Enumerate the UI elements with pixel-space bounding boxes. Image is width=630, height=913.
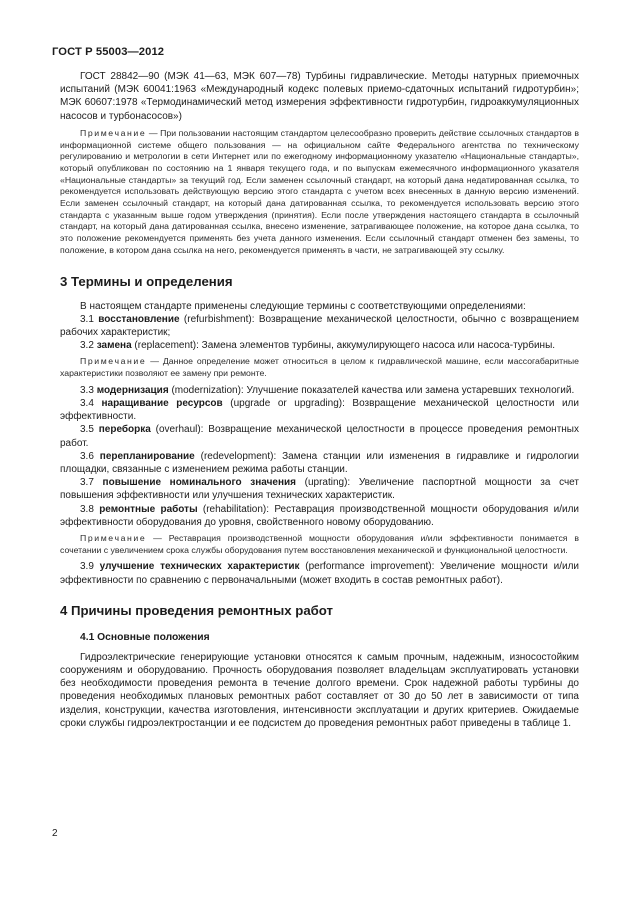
term-3-4 (60, 397, 579, 423)
term-definition: (rehabilitation): Реставрация производственной мощности оборудования и/или эффективности оборудования до уровня, свойственного новому оборудованию. (60, 503, 579, 528)
term-definition: (upgrade or upgrading): Возвращение механической целостности или эффективности. (60, 397, 579, 423)
term-3-6 (60, 450, 579, 476)
term-name: наращивание ресурсов (101, 397, 223, 409)
term-3-2 (60, 339, 579, 352)
term-definition: (redevelopment): Замена станции или изменения в гидравлике и гидрологии площадки, связанные с изменением режима работы станции. (60, 450, 579, 475)
standard-code-header: ГОСТ Р 55003—2012 (52, 46, 165, 58)
term-name: модернизация (96, 384, 169, 396)
term-number: 3.7 (80, 477, 103, 489)
note-text: — Данное определение может относиться в целом к гидравлической машине, если массогабаритные характеристики позволяют ее замену при ремонте. (60, 356, 579, 379)
term-3-8 (60, 503, 579, 529)
term-name: восстановление (98, 313, 180, 325)
term-name: переборка (98, 424, 151, 436)
term-3-3 (60, 384, 579, 397)
term-definition: (refurbishment): Возвращение механической целостности, обычно с возвращением рабочих характеристик; (60, 313, 579, 338)
note-label: Примечание (80, 356, 147, 367)
term-name: перепланирование (99, 450, 195, 462)
term-name: ремонтные работы (99, 503, 198, 515)
term-number: 3.9 (80, 561, 100, 573)
term-number: 3.8 (80, 503, 100, 515)
term-3-5 (60, 423, 579, 449)
references-note (60, 128, 579, 257)
term-number: 3.1 (80, 313, 99, 325)
term-3-7 (60, 476, 579, 502)
term-number: 3.2 (80, 340, 97, 352)
term-definition: (uprating): Увеличение паспортной мощности за счет повышения эффективности или улучшения технических характеристик. (60, 477, 579, 502)
note-text: — Реставрация производственной мощности оборудования и/или эффективности понимается в сочетании с увеличением срока службы оборудования путем восстановления механической и функциональной целостности. (60, 533, 579, 555)
term-definition: (overhaul): Возвращение механической целостности в процессе проведения ремонтных работ. (60, 424, 579, 449)
term-3-9 (60, 560, 579, 586)
note-label: Примечание (80, 533, 147, 543)
section-4-title: 4 Причины проведения ремонтных работ (60, 602, 333, 618)
term-definition: (replacement): Замена элементов турбины, аккумулирующего насоса или насоса-турбины. (131, 340, 556, 352)
note-text: — При пользовании настоящим стандартом целесообразно проверить действие ссылочных стандартов в информационной системе общего пользования — на официальном сайте Федерального агентства по техническому регулированию и метрологии в сети Интернет или по ежегодному информационному указателю «Национальные стандарты», который опубликован по состоянию на 1 января текущего года, и по выпускам ежемесячного информационного указателя «Национальные стандарты» за текущий год. Если заменен ссылочный стандарт, на который дана недатированная ссылка, то рекомендуется использовать действующую версию этого стандарта с учетом всех внесенных в данную версию изменений. Если заменен ссылочный стандарт, на который дана датированная ссылка, то рекомендуется использовать версию этого стандарта с указанным выше годом утверждения (принятия). Если после утверждения настоящего стандарта в ссылочный стандарт, на который дана датированная ссылка, внесено изменение, затрагивающее положение, на которое дана ссылка, то это положение рекомендуется применять без учета данного изменения. Если ссылочный стандарт отменен без замены, то положение, в котором дана ссылка на него, рекомендуется применять в части, не затрагивающей эту ссылку. (60, 127, 579, 255)
term-name: замена (96, 340, 132, 352)
term-number: 3.6 (80, 450, 100, 462)
page-body (60, 70, 579, 730)
term-number: 3.5 (80, 424, 99, 436)
term-name: повышение номинального значения (102, 477, 296, 489)
term-number: 3.4 (80, 397, 102, 409)
page-number: 2 (52, 828, 58, 839)
term-name: улучшение технических характеристик (99, 561, 300, 573)
section-3-title: 3 Термины и определения (60, 273, 233, 289)
term-definition: (performance improvement): Увеличение мощности и/или эффективности по сравнению с первоначальными (может входить в состав ремонтных работ). (60, 561, 579, 586)
term-definition: (modernization): Улучшение показателей качества или замена устаревших технологий. (168, 384, 575, 396)
term-number: 3.3 (80, 384, 97, 396)
section-3-intro: В настоящем стандарте применены следующие термины с соответствующими определениями: (80, 300, 526, 312)
note-label: Примечание (80, 127, 147, 138)
section-4-1-paragraph: Гидроэлектрические генерирующие установки относятся к самым прочным, надежным, износостойким сооружениям и оборудованию. Прочность оборудования позволяет владельцам эксплуатировать установки без необходимости проведения ремонта в течение долгого времени. Срок надежной работы турбины до проведения необходимых плановых ремонтных работ составляет от 30 до 50 лет в зависимости от типа изделия, конструкции, качества изготовления, интенсивности эксплуатации и других критериев. Ожидаемые сроки службы гидроэлектростанции и ее подсистем до проведения ремонтных работ приведены в таблице 1. (60, 651, 579, 729)
term-3-2-note (60, 356, 579, 379)
normative-reference-item: ГОСТ 28842—90 (МЭК 41—63, МЭК 607—78) Турбины гидравлические. Методы натурных приемочных испытаний (МЭК 60041:1963 «Международный кодекс полевых приемо-сдаточных испытаний гидротурбин»; МЭК 60607:1978 «Термодинамический метод измерения эффективности гидротурбин, гидроаккумуляционных насосов и турбонасосов») (60, 71, 579, 122)
subsection-4-1-title: 4.1 Основные положения (80, 631, 210, 643)
term-3-8-note (60, 533, 579, 556)
term-3-1 (60, 313, 579, 339)
